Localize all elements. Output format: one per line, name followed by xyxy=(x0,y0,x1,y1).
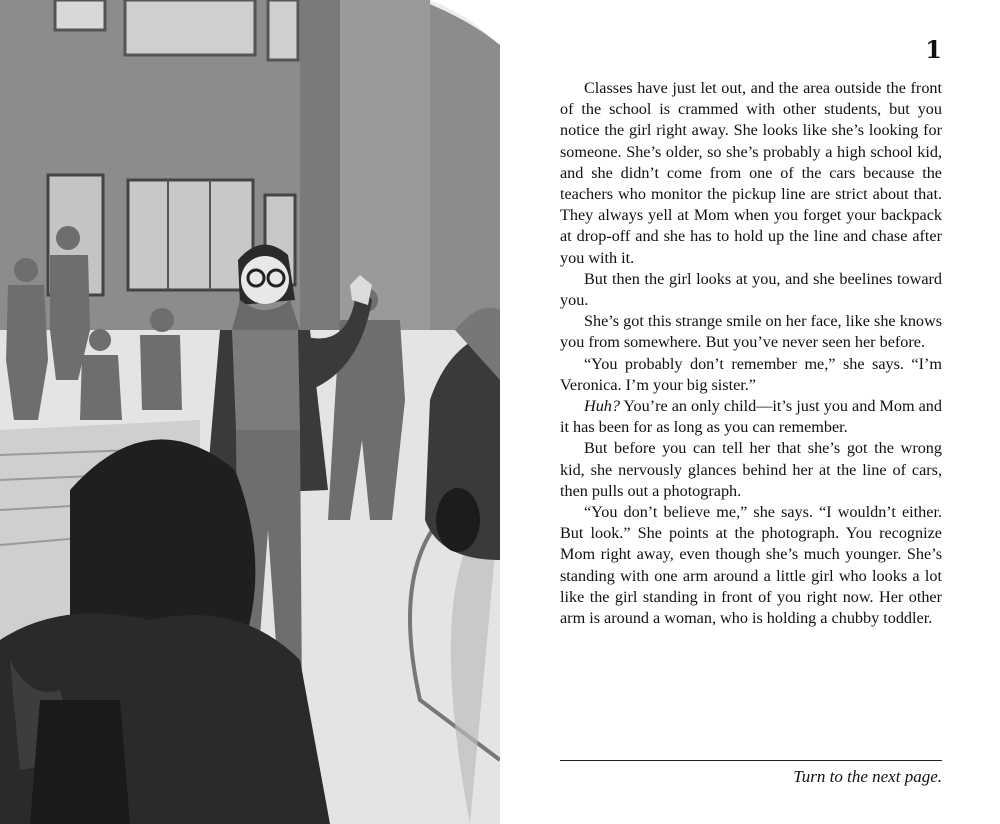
window xyxy=(268,0,298,60)
paragraph: Huh? You’re an only child—it’s just you and Mom and it has been for as long as you can remember. xyxy=(560,397,942,437)
window xyxy=(128,180,253,290)
page-number: 1 xyxy=(925,35,942,64)
window xyxy=(55,0,105,30)
story-text xyxy=(560,78,942,629)
text-page xyxy=(560,0,942,824)
paragraph: But before you can tell her that she’s got the wrong kid, she nervously glances behind her at the line of cars, then pulls out a photograph. xyxy=(560,439,942,500)
paragraph: She’s got this strange smile on her face, like she knows you from somewhere. But you’ve never seen her before. xyxy=(560,312,942,352)
turn-page-instruction: Turn to the next page. xyxy=(793,767,942,786)
window xyxy=(125,0,255,55)
paragraph: “You don’t believe me,” she says. “I wouldn’t either. But look.” She points at the photograph. You recognize Mom right away, even though she’s much younger. She’s standing with one arm around a little girl who looks a lot like the girl standing in front of you right now. Her other arm is around a woman, who is holding a chubby toddler. xyxy=(560,503,942,628)
paragraph: But then the girl looks at you, and she beelines toward you. xyxy=(560,269,942,310)
paragraph: Classes have just let out, and the area outside the front of the school is crammed with other students, but you notice the girl right away. She looks like she’s looking for someone. She’s older, so she’s probably a high school kid, and she didn’t come from one of the cars because the teachers who monitor the pickup line are strict about that. They always yell at Mom when you forget your backpack at drop-off and she has to hold up the line and chase after you with it. xyxy=(560,79,942,267)
footer-divider xyxy=(560,760,942,761)
paragraph: “You probably don’t remember me,” she says. “I’m Veronica. I’m your big sister.” xyxy=(560,354,942,394)
